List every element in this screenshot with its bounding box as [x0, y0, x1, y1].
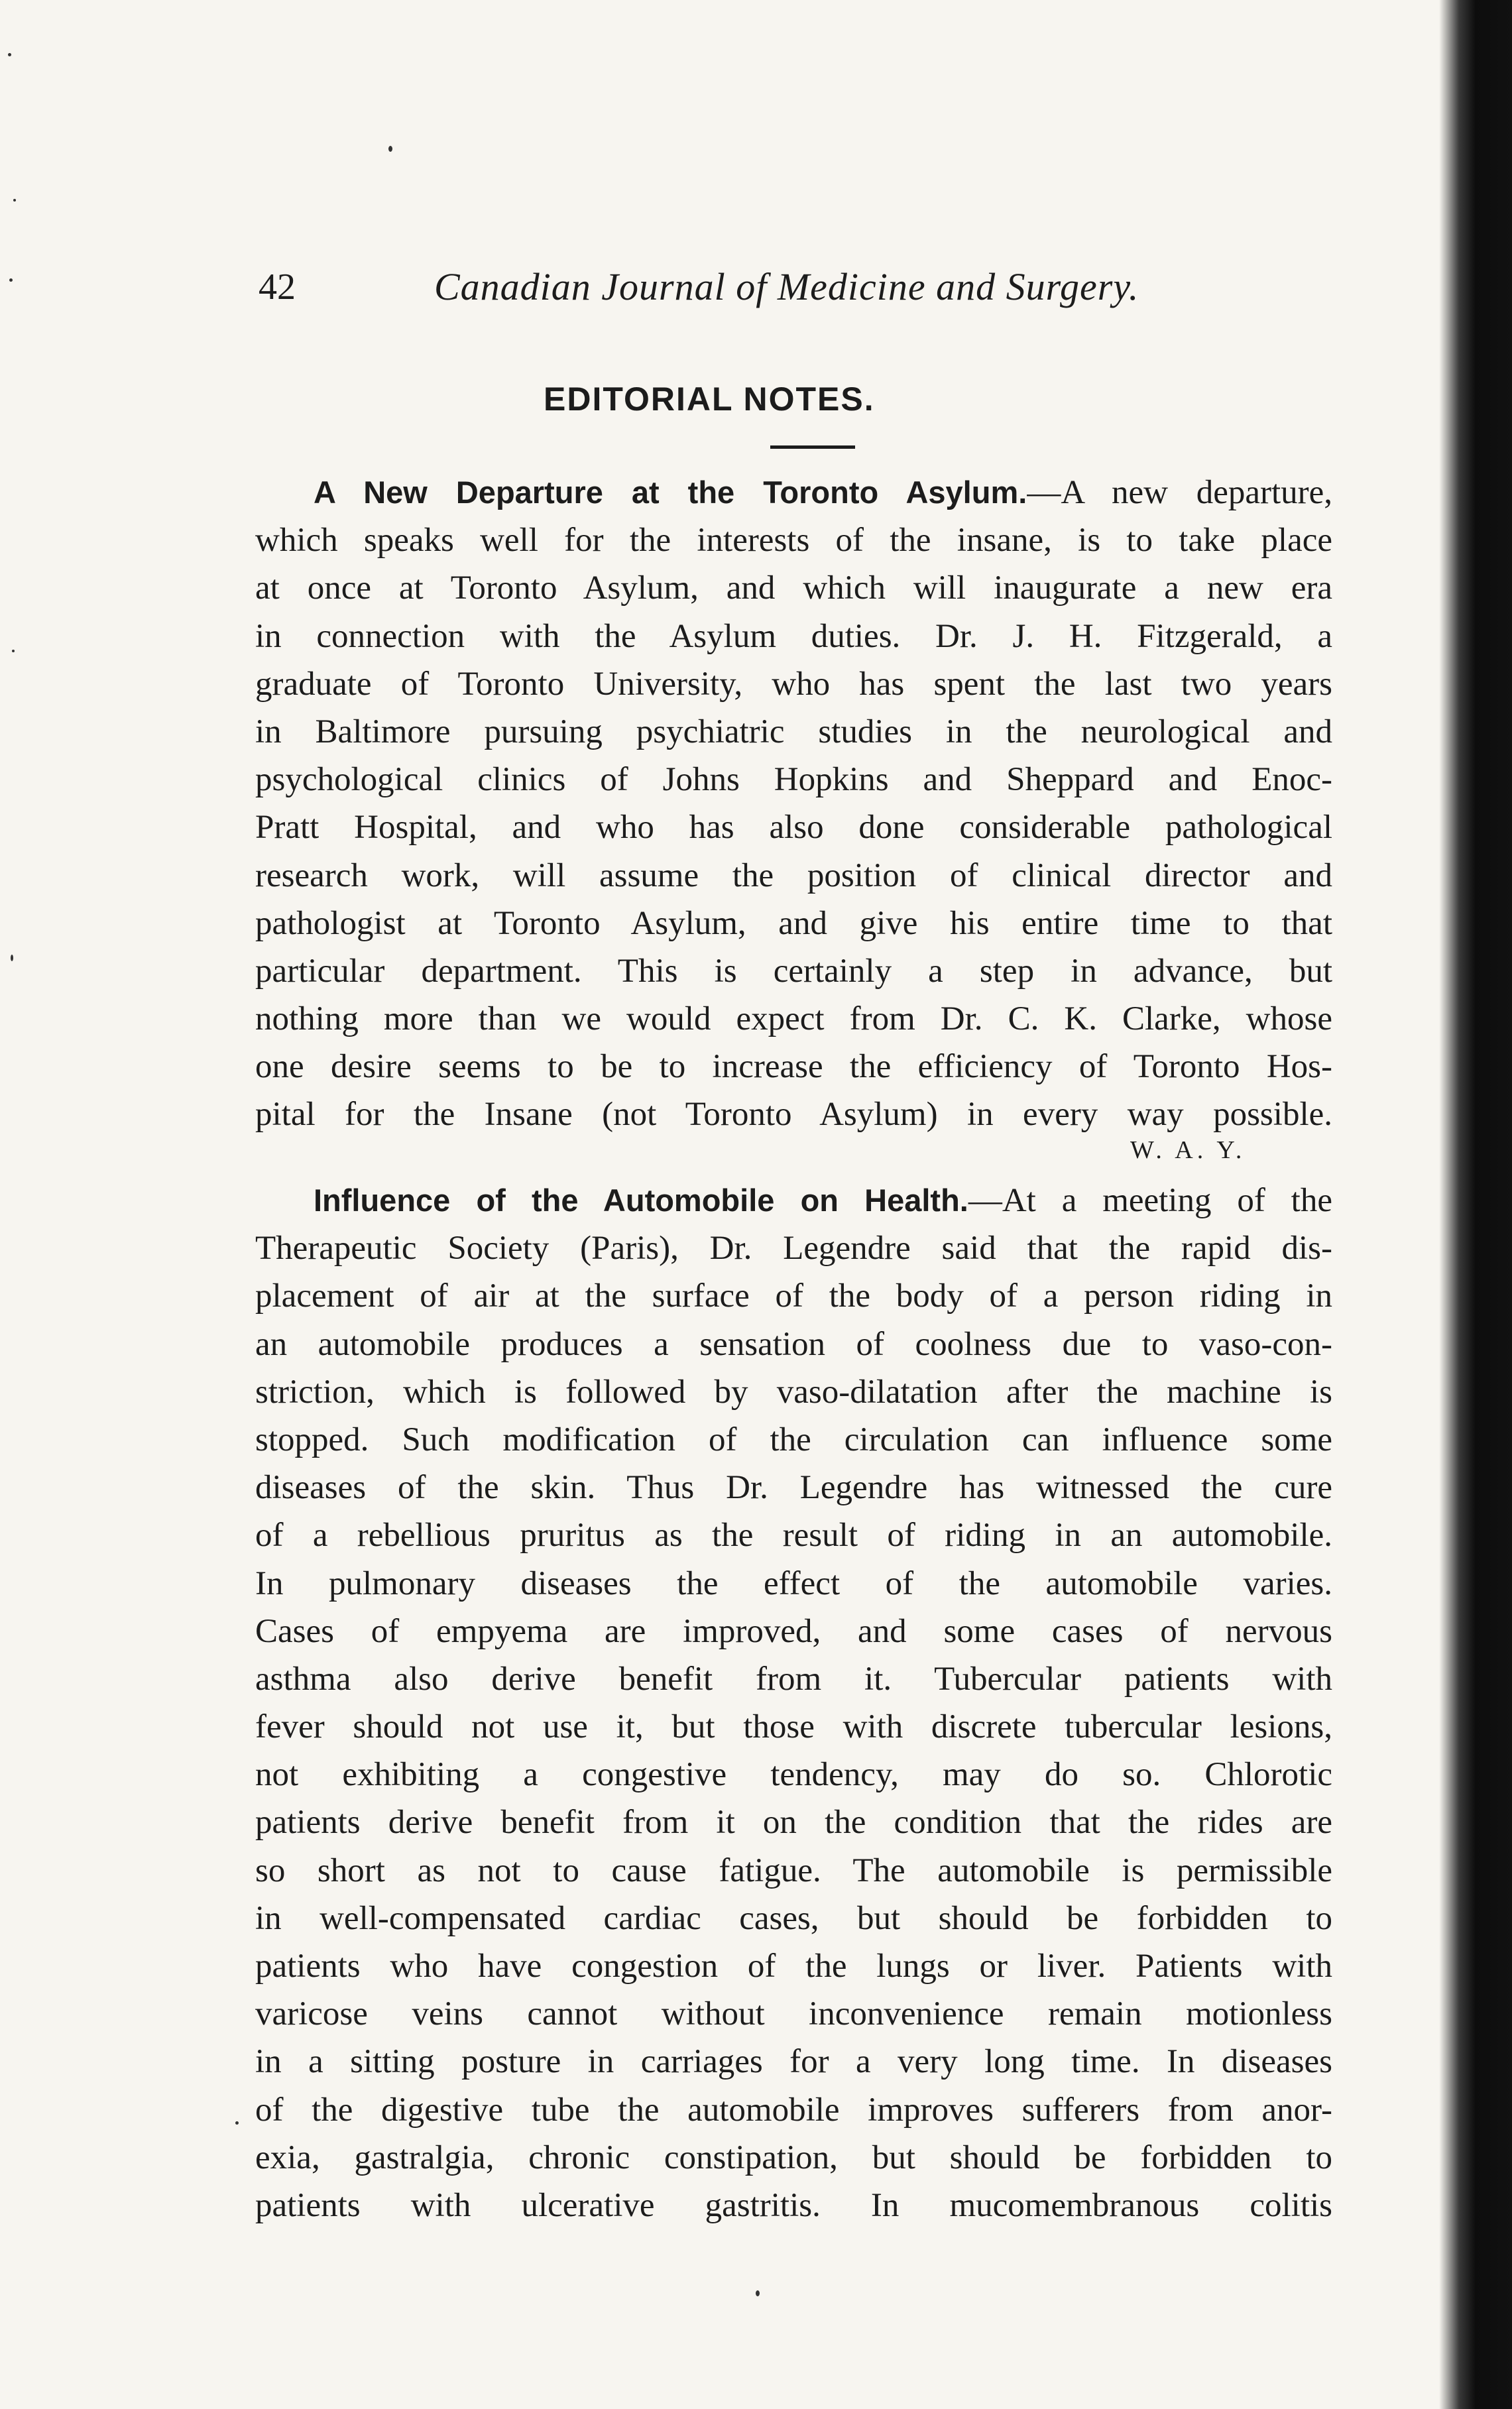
text-line: stopped. Such modification of the circulation can influence some	[255, 1421, 1332, 1458]
running-header	[259, 257, 1339, 317]
text-line: at once at Toronto Asylum, and which will inaugurate a new era	[255, 569, 1332, 607]
article-heading: Influence of the Automobile on Health.	[314, 1183, 968, 1218]
text-line: graduate of Toronto University, who has spent the last two years	[255, 665, 1332, 703]
text-line: patients who have congestion of the lungs or liver. Patients with	[255, 1948, 1332, 1985]
text-line: pathologist at Toronto Asylum, and give his entire time to that	[255, 904, 1332, 942]
text-line: Therapeutic Society (Paris), Dr. Legendre said that the rapid dis-	[255, 1230, 1332, 1267]
text-line: Pratt Hospital, and who has also done considerable pathological	[255, 809, 1332, 847]
scan-speck	[12, 650, 15, 652]
text-line: particular department. This is certainly a step in advance, but	[255, 952, 1332, 990]
text-line: In pulmonary diseases the effect of the automobile varies.	[255, 1564, 1332, 1602]
text-line: nothing more than we would expect from Dr. C. K. Clarke, whose	[255, 1000, 1332, 1038]
text-line: Influence of the Automobile on Health.—At a meeting of the	[314, 1182, 1332, 1219]
scan-speck	[388, 146, 392, 152]
text-line: fever should not use it, but those with discrete tubercular lesions,	[255, 1708, 1332, 1746]
text-line: psychological clinics of Johns Hopkins and Sheppard and Enoc-	[255, 761, 1332, 799]
journal-title: Canadian Journal of Medicine and Surgery.	[434, 265, 1139, 308]
text-line: in a sitting posture in carriages for a very long time. In diseases	[255, 2043, 1332, 2081]
scan-speck	[235, 2121, 239, 2125]
text-line: asthma also derive benefit from it. Tubercular patients with	[255, 1660, 1332, 1698]
scan-speck	[13, 199, 16, 202]
text-line: so short as not to cause fatigue. The automobile is permissible	[255, 1851, 1332, 1889]
page-number: 42	[259, 266, 296, 308]
text-line: varicose veins cannot without inconvenience remain motionless	[255, 1995, 1332, 2033]
text-line: striction, which is followed by vaso-dilatation after the machine is	[255, 1373, 1332, 1411]
text-line: A New Departure at the Toronto Asylum.—A new departure,	[314, 474, 1332, 511]
text-line: patients with ulcerative gastritis. In mucomembranous colitis	[255, 2186, 1332, 2224]
text-line: one desire seems to be to increase the efficiency of Toronto Hos-	[255, 1048, 1332, 1086]
text-line: Cases of empyema are improved, and some cases of nervous	[255, 1612, 1332, 1650]
scan-speck	[9, 278, 13, 282]
text-line: an automobile produces a sensation of coolness due to vaso-con-	[255, 1325, 1332, 1363]
text-line: exia, gastralgia, chronic constipation, but should be forbidden to	[255, 2139, 1332, 2176]
text-line: pital for the Insane (not Toronto Asylum) in every way possible.	[255, 1096, 1332, 1134]
text-line: diseases of the skin. Thus Dr. Legendre has witnessed the cure	[255, 1469, 1332, 1507]
text-line: which speaks well for the interests of the insane, is to take place	[255, 522, 1332, 559]
text-line: patients derive benefit from it on the condition that the rides are	[255, 1804, 1332, 1842]
article-toronto-asylum	[255, 469, 1332, 1139]
text-line: research work, will assume the position of clinical director and	[255, 856, 1332, 894]
page-binding-edge	[1413, 0, 1512, 2409]
article-heading: A New Departure at the Toronto Asylum.	[314, 475, 1027, 510]
scan-speck	[11, 955, 13, 961]
scan-speck	[756, 2290, 760, 2296]
text-line: in connection with the Asylum duties. Dr. J. H. Fitzgerald, a	[255, 617, 1332, 655]
text-line: not exhibiting a congestive tendency, may do so. Chlorotic	[255, 1756, 1332, 1794]
heading-rule	[770, 445, 855, 449]
scan-speck	[8, 53, 11, 56]
text-line: in Baltimore pursuing psychiatric studies in the neurological and	[255, 713, 1332, 750]
article-automobile-health	[255, 1177, 1332, 2229]
text-line: placement of air at the surface of the body of a person riding in	[255, 1277, 1332, 1315]
section-heading: EDITORIAL NOTES.	[544, 381, 875, 418]
text-line: in well-compensated cardiac cases, but should be forbidden to	[255, 1899, 1332, 1937]
text-line: of the digestive tube the automobile improves sufferers from anor-	[255, 2091, 1332, 2129]
text-line: of a rebellious pruritus as the result of riding in an automobile.	[255, 1517, 1332, 1555]
author-initials: W. A. Y.	[1130, 1136, 1246, 1164]
